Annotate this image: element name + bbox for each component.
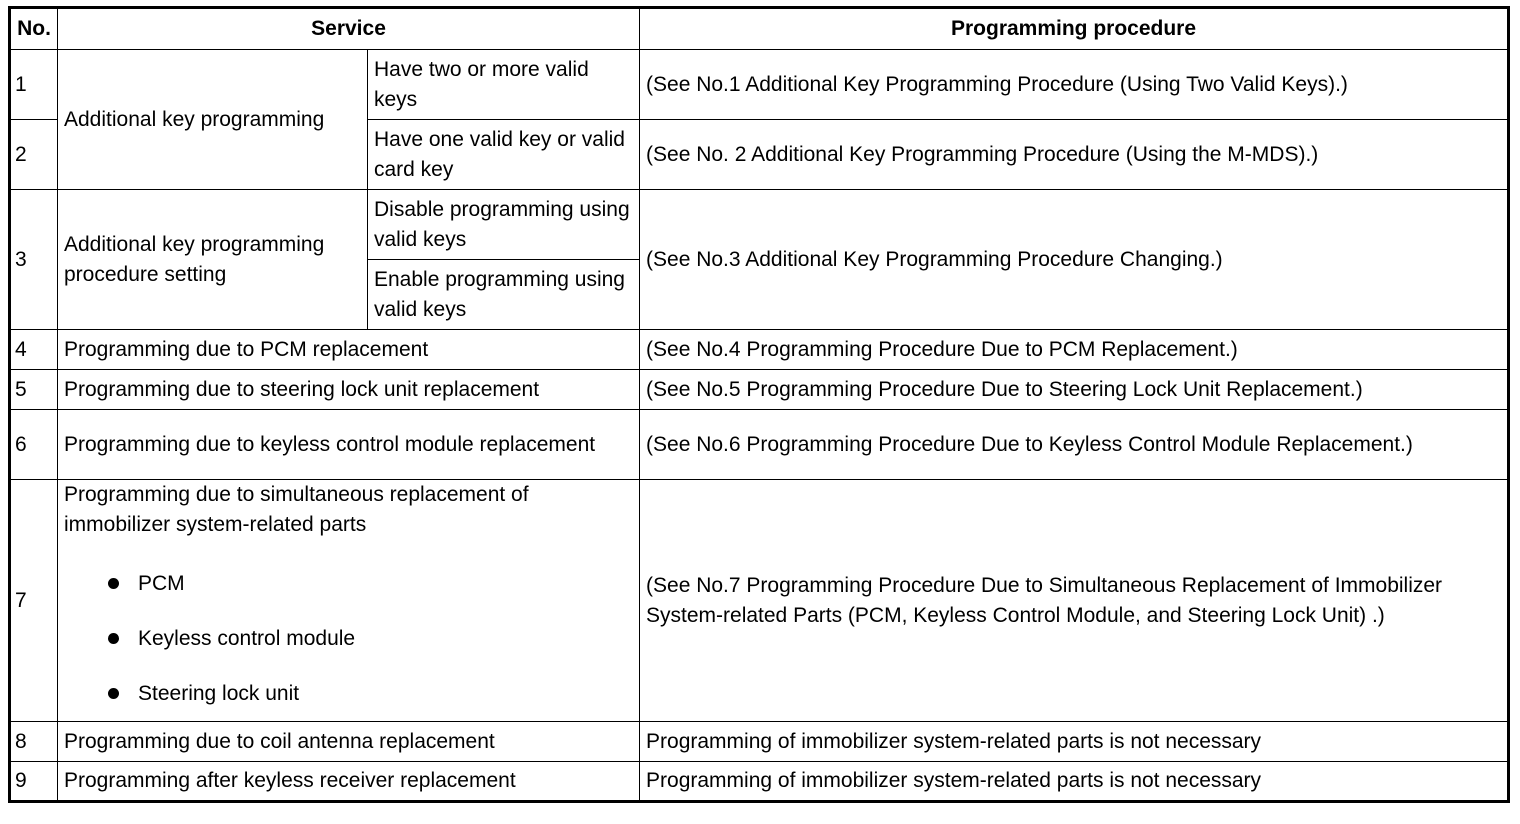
row-number: 5 [10, 370, 58, 410]
condition-cell: Have two or more valid keys [368, 50, 640, 120]
service-cell: Programming due to coil antenna replacement [58, 722, 640, 762]
service-cell: Additional key programming procedure setting [58, 190, 368, 330]
procedure-cell: (See No.6 Programming Procedure Due to Keyless Control Module Replacement.) [640, 410, 1509, 480]
row-number: 4 [10, 330, 58, 370]
table-row [10, 50, 1509, 120]
table-row [10, 480, 1509, 722]
procedure-cell: (See No.4 Programming Procedure Due to PCM Replacement.) [640, 330, 1509, 370]
table-row [10, 370, 1509, 410]
table-header-row [10, 8, 1509, 50]
row-number: 1 [10, 50, 58, 120]
service-cell: Programming due to keyless control module replacement [58, 410, 640, 480]
procedure-cell: (See No.1 Additional Key Programming Procedure (Using Two Valid Keys).) [640, 50, 1509, 120]
header-no: No. [10, 8, 58, 50]
procedure-cell: Programming of immobilizer system-related parts is not necessary [640, 762, 1509, 802]
row-number: 6 [10, 410, 58, 480]
procedure-cell: (See No.7 Programming Procedure Due to Simultaneous Replacement of Immobilizer System-related Parts (PCM, Keyless Control Module, and Steering Lock Unit) .) [640, 480, 1509, 722]
row-number: 3 [10, 190, 58, 330]
table-row [10, 762, 1509, 802]
procedure-cell: (See No.3 Additional Key Programming Procedure Changing.) [640, 190, 1509, 330]
row-number: 2 [10, 120, 58, 190]
service-text: Programming due to simultaneous replacement of immobilizer system-related parts [64, 483, 529, 536]
service-cell: Programming after keyless receiver replacement [58, 762, 640, 802]
programming-table-container [8, 6, 1510, 803]
row-number: 9 [10, 762, 58, 802]
condition-cell: Disable programming using valid keys [368, 190, 640, 260]
condition-cell: Have one valid key or valid card key [368, 120, 640, 190]
header-service: Service [58, 8, 640, 50]
condition-cell: Enable programming using valid keys [368, 260, 640, 330]
procedure-cell: (See No.5 Programming Procedure Due to Steering Lock Unit Replacement.) [640, 370, 1509, 410]
header-procedure: Programming procedure [640, 8, 1509, 50]
row-number: 8 [10, 722, 58, 762]
parts-list [64, 556, 633, 721]
service-cell: Programming due to steering lock unit replacement [58, 370, 640, 410]
row-number: 7 [10, 480, 58, 722]
service-cell [58, 480, 640, 722]
list-item: Steering lock unit [108, 666, 633, 721]
list-item: PCM [108, 556, 633, 611]
table-row [10, 410, 1509, 480]
table-row [10, 330, 1509, 370]
table-row [10, 190, 1509, 260]
procedure-cell: (See No. 2 Additional Key Programming Procedure (Using the M-MDS).) [640, 120, 1509, 190]
service-cell: Additional key programming [58, 50, 368, 190]
procedure-cell: Programming of immobilizer system-related parts is not necessary [640, 722, 1509, 762]
list-item: Keyless control module [108, 611, 633, 666]
table-row [10, 722, 1509, 762]
programming-table [8, 6, 1510, 803]
service-cell: Programming due to PCM replacement [58, 330, 640, 370]
